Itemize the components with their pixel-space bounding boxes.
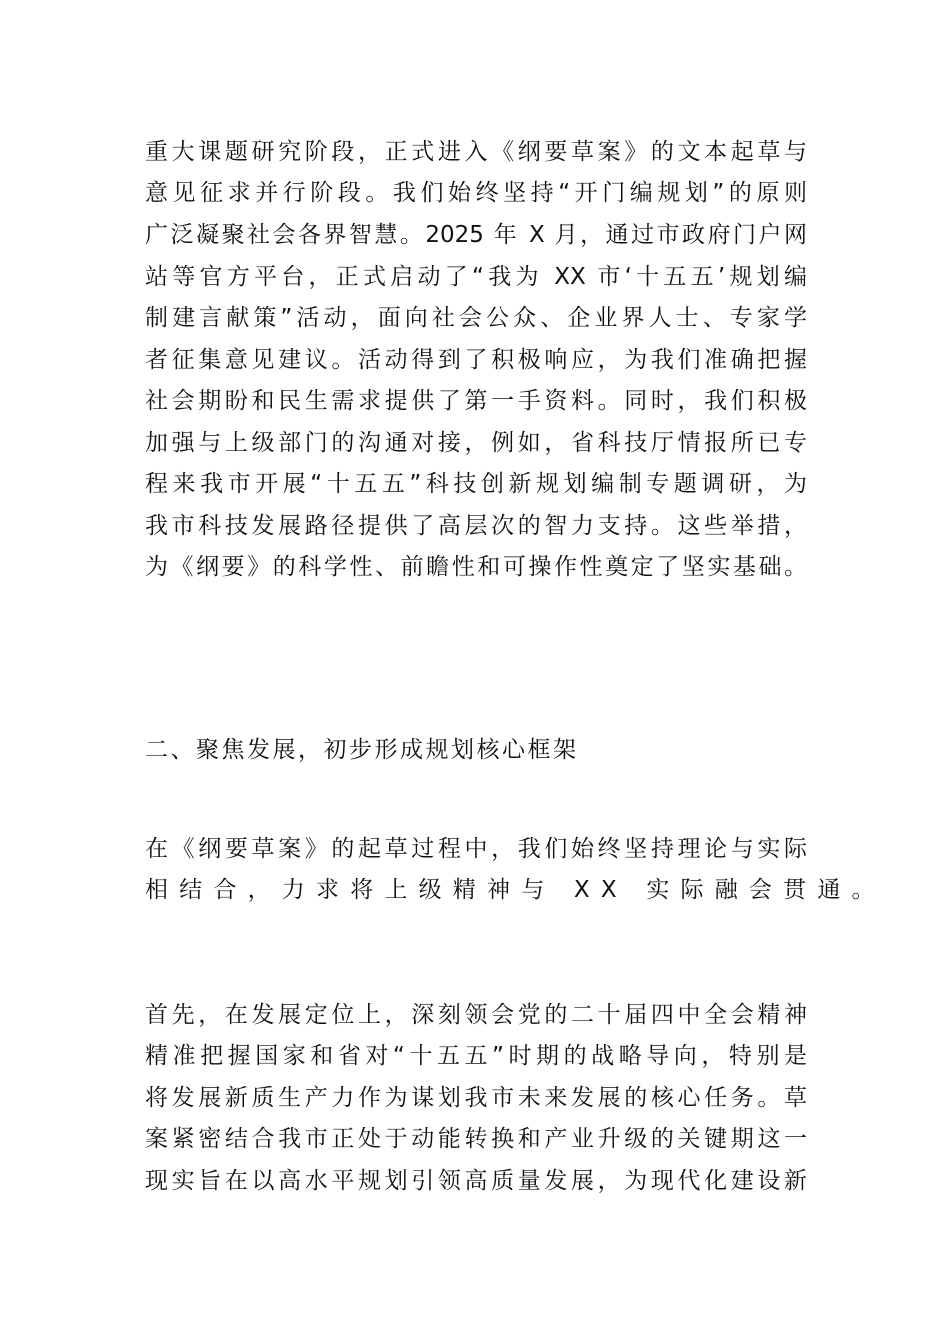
text-line: 制建言献策”活动，面向社会公众、企业界人士、专家学 [145, 305, 807, 331]
text-line: 加强与上级部门的沟通对接，例如，省科技厅情报所已专 [145, 430, 807, 456]
text-line: 意见征求并行阶段。我们始终坚持“开门编规划”的原则 [145, 180, 807, 206]
text-line: 现实旨在以高水平规划引领高质量发展，为现代化建设新 [145, 1168, 807, 1194]
text-line: 为《纲要》的科学性、前瞻性和可操作性奠定了坚实基础。 [145, 554, 807, 580]
text-line: 我市科技发展路径提供了高层次的智力支持。这些举措， [145, 513, 807, 539]
text-line: 站等官方平台，正式启动了“我为 XX 市‘十五五’规划编 [145, 264, 807, 290]
text-line: 者征集意见建议。活动得到了积极响应，为我们准确把握 [145, 347, 807, 373]
text-line: 相结合，力求将上级精神与 XX 实际融会贯通。 [145, 877, 886, 903]
text-line: 程来我市开展“十五五”科技创新规划编制专题调研，为 [145, 471, 807, 497]
text-line: 首先，在发展定位上，深刻领会党的二十届四中全会精神 [145, 1002, 807, 1028]
text-line: 广泛凝聚社会各界智慧。2025 年 X 月，通过市政府门户网 [145, 222, 807, 248]
heading-text: 二、聚焦发展，初步形成规划核心框架 [145, 737, 579, 763]
text-line: 精准把握国家和省对“十五五”时期的战略导向，特别是 [145, 1043, 807, 1069]
text-line: 在《纲要草案》的起草过程中，我们始终坚持理论与实际 [145, 836, 807, 862]
text-line: 案紧密结合我市正处于动能转换和产业升级的关键期这一 [145, 1126, 807, 1152]
text-line: 社会期盼和民生需求提供了第一手资料。同时，我们积极 [145, 388, 807, 414]
text-line: 将发展新质生产力作为谋划我市未来发展的核心任务。草 [145, 1085, 807, 1111]
text-line: 重大课题研究阶段，正式进入《纲要草案》的文本起草与 [145, 139, 807, 165]
